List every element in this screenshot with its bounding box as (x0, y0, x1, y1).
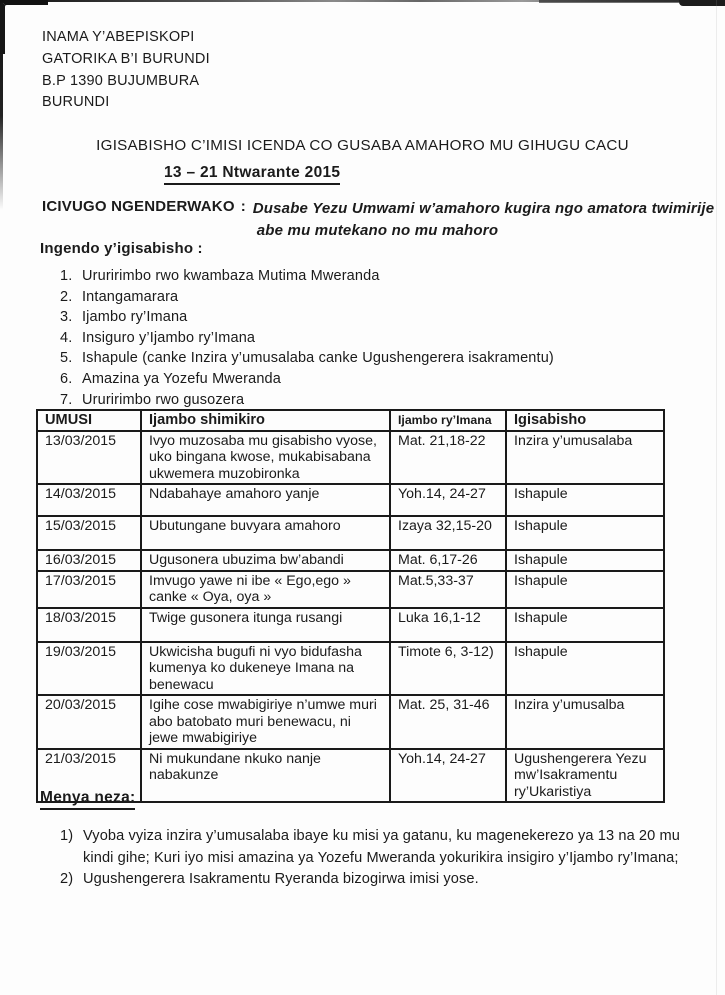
cell-devotion: Inzira y’umusalaba (506, 431, 664, 485)
agenda-item (60, 307, 554, 328)
note-item (60, 826, 696, 869)
cell-reading: Mat. 6,17-26 (390, 550, 506, 571)
cell-reading: Izaya 32,15-20 (390, 516, 506, 550)
column-header-reading: Ijambo ry’Imana (390, 410, 506, 431)
cell-date: 18/03/2015 (37, 608, 141, 642)
column-header-theme: Ijambo shimikiro (141, 410, 390, 431)
motto-block (42, 198, 714, 241)
agenda-item-text: Insiguro y’Ijambo ry’Imana (82, 329, 256, 346)
letterhead-org-line2: GATORIKA B’I BURUNDI (42, 50, 210, 67)
scan-artifact-top-right-smudge (539, 0, 679, 3)
cell-reading: Mat. 25, 31-46 (390, 695, 506, 749)
letterhead-country: BURUNDI (42, 94, 110, 111)
cell-theme: Ukwicisha bugufi ni vyo bidufasha kumenya ko dukeneye Imana na benewacu (141, 642, 390, 696)
table-row (37, 695, 664, 749)
column-header-devotion: Igisabisho (506, 410, 664, 431)
letterhead (42, 27, 210, 114)
cell-theme: Igihe cose mwabigiriye n’umwe muri abo batobato muri benewacu, ni jewe mwabigiriye (141, 695, 390, 749)
agenda-item (60, 348, 554, 369)
table-row (37, 484, 664, 516)
note-item-text: Vyoba vyiza inzira y’umusalaba ibaye ku misi ya gatanu, ku magenekerezo ya 13 na 20 mu kindi gihe; Kuri iyo misi amazina ya Yozefu Mweranda yokurikira insigiro y’Ijambo ry’Imana; (83, 828, 680, 866)
cell-theme: Ugusonera ubuzima bw’abandi (141, 550, 390, 571)
agenda-list (60, 266, 554, 410)
cell-theme: Imvugo yawe ni ibe « Ego,ego » canke « Oya, oya » (141, 571, 390, 608)
cell-devotion: Ishapule (506, 608, 664, 642)
table-row (37, 516, 664, 550)
cell-date: 20/03/2015 (37, 695, 141, 749)
cell-theme: Ni mukundane nkuko nanje nabakunze (141, 749, 390, 803)
letterhead-org-line1: INAMA Y’ABEPISKOPI (42, 29, 195, 45)
cell-date: 13/03/2015 (37, 431, 141, 485)
table-row (37, 571, 664, 608)
cell-devotion: Inzira y’umusalba (506, 695, 664, 749)
table-row (37, 608, 664, 642)
notes-list (60, 826, 696, 891)
cell-reading: Timote 6, 3-12) (390, 642, 506, 696)
cell-reading: Mat. 21,18-22 (390, 431, 506, 485)
table-row (37, 642, 664, 696)
motto-text (253, 198, 715, 241)
agenda-item (60, 390, 554, 411)
cell-theme: Ubutungane buvyara amahoro (141, 516, 390, 550)
cell-devotion: Ishapule (506, 550, 664, 571)
table-header-row (37, 410, 664, 431)
cell-reading: Yoh.14, 24-27 (390, 484, 506, 516)
motto-line1: Dusabe Yezu Umwami w’amahoro kugira ngo amatora twimirije (252, 200, 715, 217)
cell-reading: Mat.5,33-37 (390, 571, 506, 608)
cell-reading: Yoh.14, 24-27 (390, 749, 506, 803)
cell-devotion: Ishapule (506, 484, 664, 516)
agenda-item-text: Intangamarara (82, 288, 179, 305)
agenda-item (60, 266, 554, 287)
table-row (37, 550, 664, 571)
agenda-item (60, 369, 554, 390)
agenda-item-text: Amazina ya Yozefu Mweranda (82, 370, 281, 387)
scan-artifact-top-left-corner (0, 0, 48, 54)
cell-date: 19/03/2015 (37, 642, 141, 696)
cell-devotion: Ishapule (506, 516, 664, 550)
note-item (60, 869, 696, 891)
cell-date: 15/03/2015 (37, 516, 141, 550)
letterhead-address: B.P 1390 BUJUMBURA (42, 72, 200, 89)
cell-theme: Ivyo muzosaba mu gisabisho vyose, uko bingana kwose, mukabisabana ukwemera muzobironka (141, 431, 390, 485)
date-range: 13 – 21 Ntwarante 2015 (164, 164, 340, 185)
notes-heading: Menya neza: (40, 789, 135, 810)
cell-devotion: Ishapule (506, 642, 664, 696)
document-title: IGISABISHO C’IMISI ICENDA CO GUSABA AMAHORO MU GIHUGU CACU (96, 137, 629, 154)
table-row (37, 431, 664, 485)
agenda-item-text: Ururirimbo rwo kwambaza Mutima Mweranda (82, 268, 380, 284)
agenda-item (60, 287, 554, 308)
agenda-item-text: Ururirimbo rwo gusozera (82, 391, 245, 408)
cell-devotion: Ugushengerera Yezu mw’Isakramentu ry’Ukaristiya (506, 749, 664, 803)
agenda-item-text: Ishapule (canke Inzira y’umusalaba canke Ugushengerera isakramentu) (82, 350, 554, 367)
cell-devotion: Ishapule (506, 571, 664, 608)
cell-date: 14/03/2015 (37, 484, 141, 516)
motto-separator: : (240, 198, 246, 215)
scan-artifact-top-right-corner (679, 0, 725, 6)
agenda-heading: Ingendo y’igisabisho : (40, 240, 203, 257)
note-item-text: Ugushengerera Isakramentu Ryeranda bizogirwa imisi yose. (83, 871, 479, 888)
cell-reading: Luka 16,1-12 (390, 608, 506, 642)
column-header-date: UMUSI (37, 410, 141, 431)
cell-date: 21/03/2015 (37, 749, 141, 803)
cell-theme: Twige gusonera itunga rusangi (141, 608, 390, 642)
agenda-item (60, 328, 554, 349)
cell-date: 16/03/2015 (37, 550, 141, 571)
cell-date: 17/03/2015 (37, 571, 141, 608)
schedule-table (36, 409, 665, 803)
agenda-item-text: Ijambo ry’Imana (82, 309, 188, 326)
motto-label: ICIVUGO NGENDERWAKO (42, 198, 235, 215)
motto-line2: abe mu mutekano no mu mahoro (256, 221, 499, 239)
cell-theme: Ndabahaye amahoro yanje (141, 484, 390, 516)
